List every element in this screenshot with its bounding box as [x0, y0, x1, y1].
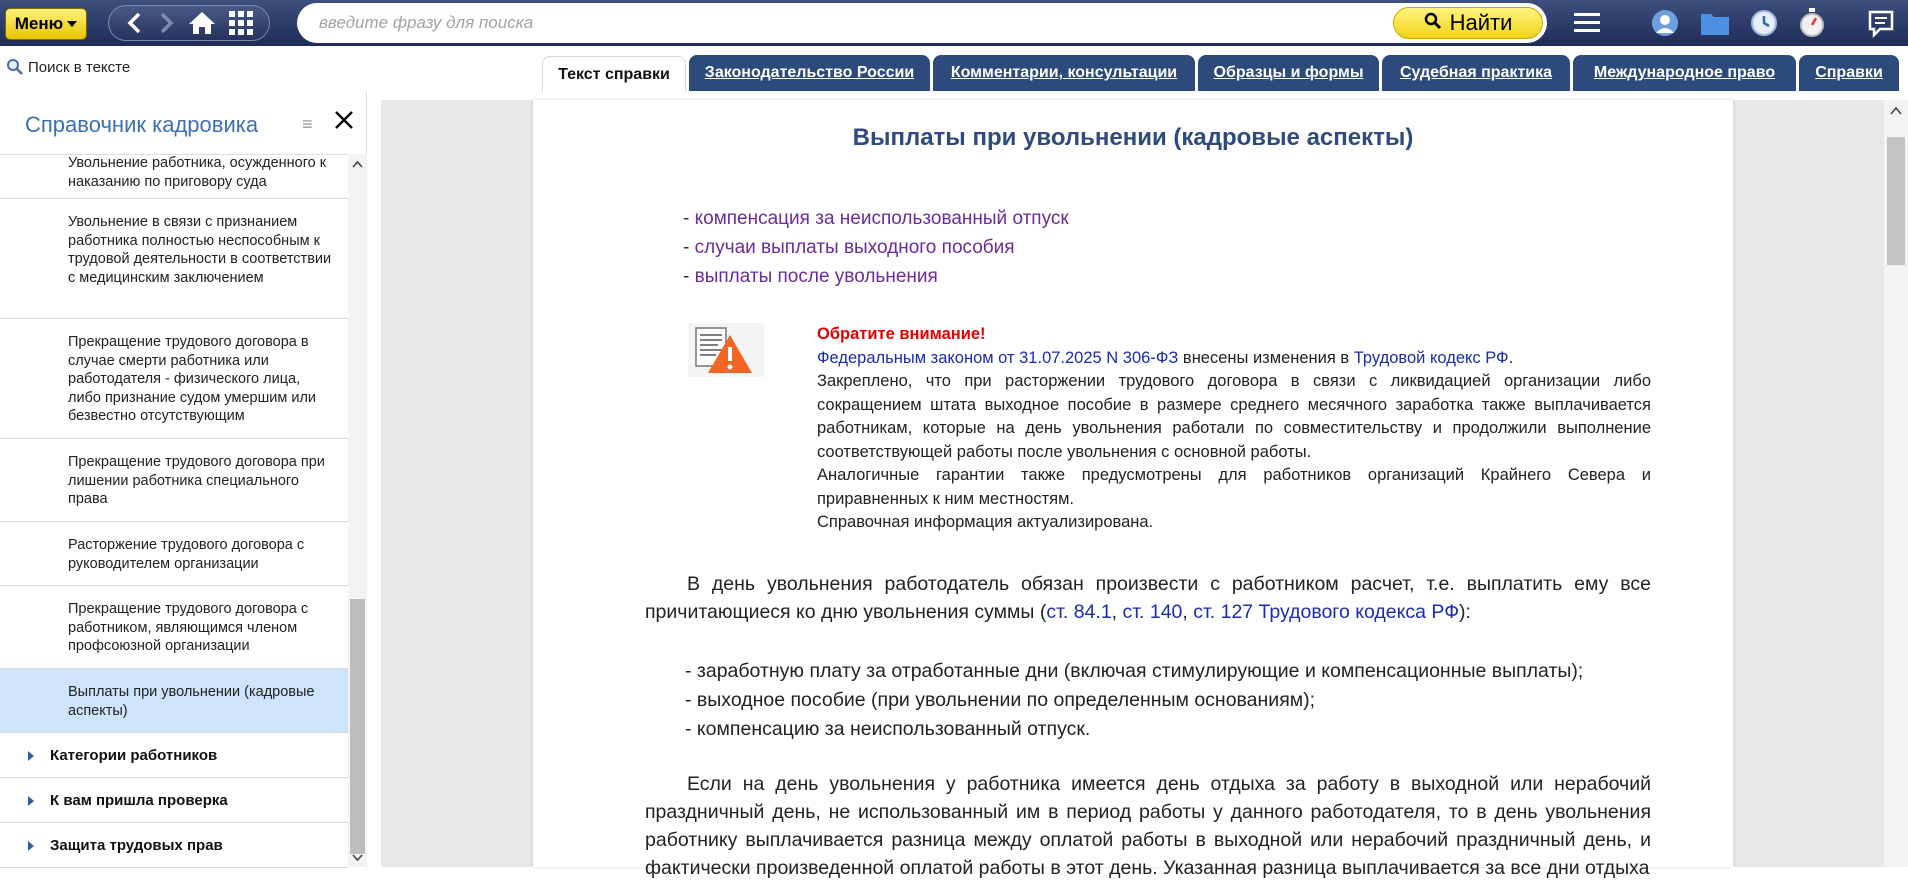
list-item: - компенсацию за неиспользованный отпуск.	[685, 718, 1091, 740]
sidebar-title: Справочник кадровика	[25, 112, 259, 137]
back-icon[interactable]	[126, 12, 144, 34]
folder-icon[interactable]	[1700, 8, 1730, 38]
search-in-text-label: Поиск в тексте	[28, 58, 131, 76]
navigation-group	[108, 5, 270, 41]
chevron-up-icon[interactable]	[1890, 106, 1902, 115]
sidebar-category[interactable]	[0, 823, 348, 868]
hamburger-icon[interactable]	[1572, 8, 1602, 38]
top-toolbar	[0, 0, 1908, 46]
sidebar-category-label: Защита трудовых прав	[50, 836, 223, 854]
article-link[interactable]: ст. 127 Трудового кодекса РФ	[1193, 601, 1460, 623]
chevron-up-icon[interactable]	[352, 160, 363, 168]
sidebar-item[interactable]: Прекращение трудового договора при лишении работника специального права	[0, 439, 348, 522]
sidebar-category[interactable]	[0, 733, 348, 778]
tab-forms[interactable]: Образцы и формы	[1198, 55, 1379, 91]
triangle-right-icon	[28, 751, 34, 761]
search-box	[297, 3, 1547, 43]
sidebar-item[interactable]: Увольнение в связи с признанием работника полностью неспособным к трудовой деятельности в соответствии с медицинским заключением	[0, 199, 348, 319]
sidebar-scrollbar[interactable]	[348, 154, 367, 867]
toc-item: - выплаты после увольнения	[683, 266, 938, 287]
sidebar-item[interactable]: Прекращение трудового договора с работником, являющимся членом профсоюзной организации	[0, 586, 348, 669]
notice-block	[817, 323, 1651, 535]
tab-references[interactable]: Справки	[1799, 55, 1899, 91]
sidebar-item[interactable]: Расторжение трудового договора с руководителем организации	[0, 522, 348, 586]
search-input[interactable]	[319, 3, 1369, 43]
notice-mid-text: внесены изменения в	[1178, 348, 1354, 367]
paragraph: Если на день увольнения у работника имеется день отдыха за работу в выходной или нерабочий праздничный день, не использованный им в период работы у данного работодателя, то в день увольнения работнику выплачивается разница между оплатой работы в выходной или нерабочий праздничный день, и фактически произведенной оплатой работы в этот день. Указанная разница выплачивается за все дни отдыха	[645, 773, 1651, 879]
history-clock-icon[interactable]	[1749, 8, 1779, 38]
chevron-down-icon[interactable]	[352, 854, 363, 862]
user-icon[interactable]	[1650, 8, 1680, 38]
feedback-icon[interactable]	[1866, 8, 1896, 38]
warning-document-icon	[688, 323, 764, 377]
sidebar-item[interactable]: Увольнение работника, осужденного к наказанию по приговору суда	[0, 152, 348, 199]
labor-code-link[interactable]: Трудовой кодекс РФ	[1353, 348, 1509, 367]
sidebar-category[interactable]	[0, 778, 348, 823]
sidebar-category-label: Категории работников	[50, 746, 218, 764]
search-icon	[1424, 10, 1442, 36]
document-scroll-thumb[interactable]	[1887, 137, 1905, 265]
grid-icon[interactable]	[229, 11, 253, 35]
notice-text: Закреплено, что при расторжении трудового договора в связи с ликвидацией организации либо сокращением штата выходное пособие в размере среднего месячного заработка также выплачивается работникам, которые на день увольнения работали по совместительству и продолжили выполнение соответствующей работы после увольнения с основной работы.	[817, 372, 1651, 461]
notice-header: Обратите внимание!	[817, 325, 986, 343]
tab-help-text[interactable]: Текст справки	[542, 56, 686, 92]
close-icon[interactable]	[330, 106, 358, 134]
law-link[interactable]: Федеральным законом от 31.07.2025 N 306-ФЗ	[817, 348, 1179, 367]
list-icon[interactable]: ≡	[302, 114, 313, 134]
toc-item: - случаи выплаты выходного пособия	[683, 237, 1015, 258]
tab-international-law[interactable]: Международное право	[1573, 55, 1796, 91]
magnifier-icon	[6, 58, 24, 76]
sidebar-item-active[interactable]: Выплаты при увольнении (кадровые аспекты)	[0, 669, 348, 733]
document-scrollbar[interactable]	[1884, 100, 1908, 867]
document-title: Выплаты при увольнении (кадровые аспекты)	[852, 124, 1414, 151]
paragraph-text: ):	[1459, 601, 1471, 623]
search-in-text-button[interactable]	[6, 58, 130, 76]
stopwatch-icon[interactable]	[1797, 8, 1827, 38]
notice-text: Аналогичные гарантии также предусмотрены для работников организаций Крайнего Севера и приравненных к ним местностям.	[817, 466, 1651, 508]
tab-court-practice[interactable]: Судебная практика	[1382, 55, 1570, 91]
document-page	[533, 100, 1733, 879]
sidebar-item[interactable]: Прекращение трудового договора в случае смерти работника или работодателя - физического лица, либо признание судом умершим или безвестно отсутствующим	[0, 319, 348, 439]
toc-link[interactable]: компенсация за неиспользованный отпуск	[694, 208, 1069, 229]
caret-down-icon	[67, 21, 77, 27]
sidebar-category-label: К вам пришла проверка	[50, 791, 228, 809]
article-link[interactable]: ст. 140	[1122, 601, 1183, 623]
list-item: - заработную плату за отработанные дни (включая стимулирующие и компенсационные выплаты);	[685, 660, 1584, 682]
toc-link[interactable]: выплаты после увольнения	[694, 266, 938, 287]
notice-law-line: Федеральным законом от 31.07.2025 N 306-ФЗ внесены изменения в Трудовой кодекс РФ.	[817, 348, 1514, 367]
sidebar-list	[0, 154, 348, 867]
article-link[interactable]: ст. 84.1	[1046, 601, 1112, 623]
document-area	[381, 100, 1888, 879]
home-icon[interactable]	[188, 11, 216, 35]
triangle-right-icon	[28, 841, 34, 851]
paragraph: В день увольнения работодатель обязан произвести с работником расчет, т.е. выплатить ему все причитающиеся ко дню увольнения суммы (ст. 84.1, ст. 140, ст. 127 Трудового кодекса РФ):	[645, 573, 1651, 623]
sidebar-scroll-thumb[interactable]	[350, 599, 365, 854]
toc-item: - компенсация за неиспользованный отпуск	[683, 208, 1069, 229]
toc-link[interactable]: случаи выплаты выходного пособия	[694, 237, 1015, 258]
triangle-right-icon	[28, 796, 34, 806]
find-button[interactable]	[1393, 7, 1543, 39]
tab-comments[interactable]: Комментарии, консультации	[933, 55, 1195, 91]
tab-russian-legislation[interactable]: Законодательство России	[689, 55, 930, 91]
find-button-label: Найти	[1449, 10, 1513, 35]
menu-button-label: Меню	[14, 14, 64, 33]
notice-text: Справочная информация актуализирована.	[817, 513, 1154, 531]
paragraph-text: В день увольнения работодатель обязан произвести с работником расчет, т.е. выплатить ему все причитающиеся ко дню увольнения суммы (	[645, 573, 1651, 623]
sidebar	[0, 92, 367, 867]
forward-icon[interactable]	[157, 12, 175, 34]
list-item: - выходное пособие (при увольнении по определенным основаниям);	[685, 689, 1316, 711]
menu-button[interactable]	[5, 8, 87, 40]
